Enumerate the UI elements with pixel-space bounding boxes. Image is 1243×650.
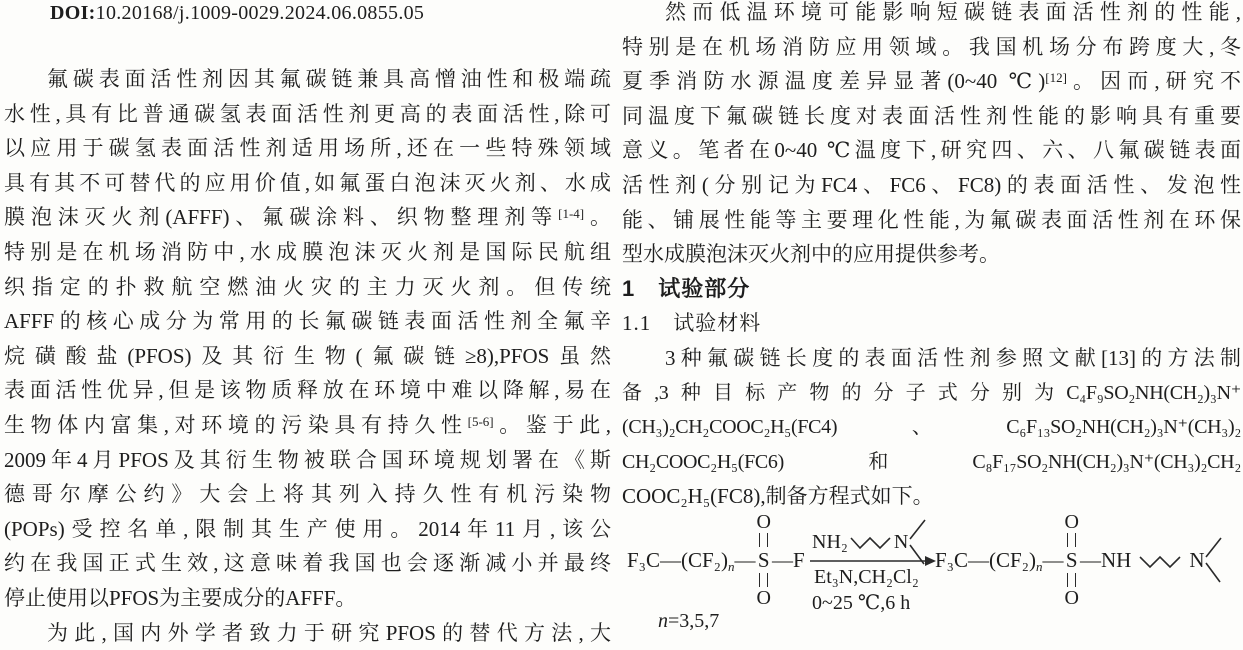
- text-line: 表面活性优异,但是该物质释放在环境中难以降解,易在: [4, 373, 611, 408]
- propyl-chain-zigzag: [849, 530, 893, 554]
- section-heading: 1 试验部分: [622, 272, 1241, 307]
- reaction-conditions-reagents: Et₃N,CH₂Cl₂: [814, 566, 919, 589]
- oxygen-label: O: [757, 588, 771, 608]
- right-column-text: [622, 0, 1241, 514]
- text-line: 特别是在机场消防应用领域。我国机场分布跨度大,冬: [622, 30, 1241, 65]
- text-line: 烷磺酸盐(PFOS)及其衍生物(氟碳链≥8),PFOS虽然: [4, 339, 611, 374]
- text-line: 意义。笔者在0~40 ℃温度下,研究四、六、八氟碳链表面: [622, 133, 1241, 168]
- sulfonyl-group: [757, 512, 771, 608]
- methyl-bond-lines: [1204, 532, 1224, 588]
- text-line: 以应用于碳氢表面活性剂适用场所,还在一些特殊领域: [4, 131, 611, 166]
- text-line: 活性剂(分别记为FC4、FC6、FC8)的表面活性、发泡性: [622, 168, 1241, 203]
- left-column-text: [4, 62, 611, 650]
- double-bond: [759, 533, 768, 547]
- propyl-chain-zigzag: [1138, 548, 1188, 572]
- oxygen-label: O: [1065, 512, 1079, 532]
- text-line: CH₂COOC₂H₅(FC6)和C₈F₁₇SO₂NH(CH₂)₃N⁺(CH₃)₂CH₂: [622, 445, 1241, 480]
- text-line: 特别是在机场消防中,水成膜泡沫灭火剂是国际民航组: [4, 235, 611, 270]
- text-line: 为此,国内外学者致力于研究PFOS的替代方法,大: [4, 616, 611, 650]
- text-line: 2009年4月PFOS及其衍生物被联合国环境规划署在《斯: [4, 443, 611, 478]
- product-tail: —NH: [1080, 548, 1131, 573]
- text-line: (CH₃)₂CH₂COOC₂H₅(FC4)、C₆F₁₃SO₂NH(CH₂)₃N⁺(CH₃)₂: [622, 410, 1241, 445]
- subsection-heading: 1.1 试验材料: [622, 306, 1241, 341]
- text-line: 织指定的扑救航空燃油火灾的主力灭火剂。但传统: [4, 270, 611, 305]
- reactant-tail: —F: [772, 548, 805, 573]
- doi-label: DOI:: [50, 2, 96, 24]
- sulfur-label: S: [1066, 548, 1078, 572]
- text-line: 同温度下氟碳链长度对表面活性剂性能的影响具有重要: [622, 99, 1241, 134]
- text-line: 水性,具有比普通碳氢表面活性剂更高的表面活性,除可: [4, 97, 611, 132]
- product-structure: [935, 512, 1224, 608]
- text-line: 夏季消防水源温度差异显著(0~40 ℃)[12]。因而,研究不: [622, 64, 1241, 99]
- text-line: 氟碳表面活性剂因其氟碳链兼具高憎油性和极端疏: [4, 62, 611, 97]
- text-line: 约在我国正式生效,这意味着我国也会逐渐减小并最终: [4, 546, 611, 581]
- sulfonyl-group: [1065, 512, 1079, 608]
- text-line: 停止使用以PFOS为主要成分的AFFF。: [4, 581, 611, 616]
- n-values-note: n=3,5,7: [658, 610, 719, 633]
- double-bond: [1067, 533, 1076, 547]
- text-line: 型水成膜泡沫灭火剂中的应用提供参考。: [622, 237, 1241, 272]
- text-line: 膜泡沫灭火剂(AFFF)、氟碳涂料、织物整理剂等[1-4]。: [4, 200, 611, 235]
- text-line: 备,3种目标产物的分子式分别为C₄F₉SO₂NH(CH₂)₃N⁺: [622, 376, 1241, 411]
- text-line: COOC₂H₅(FC8),制备方程式如下。: [622, 479, 1241, 514]
- text-line: 能、铺展性能等主要理化性能,为氟碳表面活性剂在环保: [622, 203, 1241, 238]
- text-line: 然而低温环境可能影响短碳链表面活性剂的性能,: [622, 0, 1241, 30]
- text-line: 德哥尔摩公约》大会上将其列入持久性有机污染物: [4, 477, 611, 512]
- product-chain: $F_3C—(CF_2)_n—$: [935, 548, 1064, 573]
- reaction-conditions-temperature: 0~25 ℃,6 h: [812, 590, 910, 615]
- double-bond: [1067, 573, 1076, 587]
- text-line: 生物体内富集,对环境的污染具有持久性[5-6]。鉴于此,: [4, 408, 611, 443]
- amine-nitrogen: N: [894, 531, 908, 554]
- text-line: 具有其不可替代的应用价值,如氟蛋白泡沫灭火剂、水成: [4, 166, 611, 201]
- text-line: (POPs)受控名单,限制其生产使用。2014年11月,该公: [4, 512, 611, 547]
- doi: [50, 2, 424, 25]
- reactant-chain: $F_3C—(CF_2)_n—$: [627, 548, 756, 573]
- amine-head: NH₂: [812, 531, 848, 554]
- doi-value: 10.20168/j.1009-0029.2024.06.0855.05: [96, 2, 425, 24]
- product-nitrogen: N: [1189, 548, 1204, 573]
- text-line: 3种氟碳链长度的表面活性剂参照文献[13]的方法制: [622, 341, 1241, 376]
- sulfur-label: S: [758, 548, 770, 572]
- text-line: AFFF的核心成分为常用的长氟碳链表面活性剂全氟辛: [4, 304, 611, 339]
- double-bond: [759, 573, 768, 587]
- reaction-scheme: [622, 500, 1243, 644]
- reactant-structure: [627, 512, 805, 608]
- oxygen-label: O: [757, 512, 771, 532]
- oxygen-label: O: [1065, 588, 1079, 608]
